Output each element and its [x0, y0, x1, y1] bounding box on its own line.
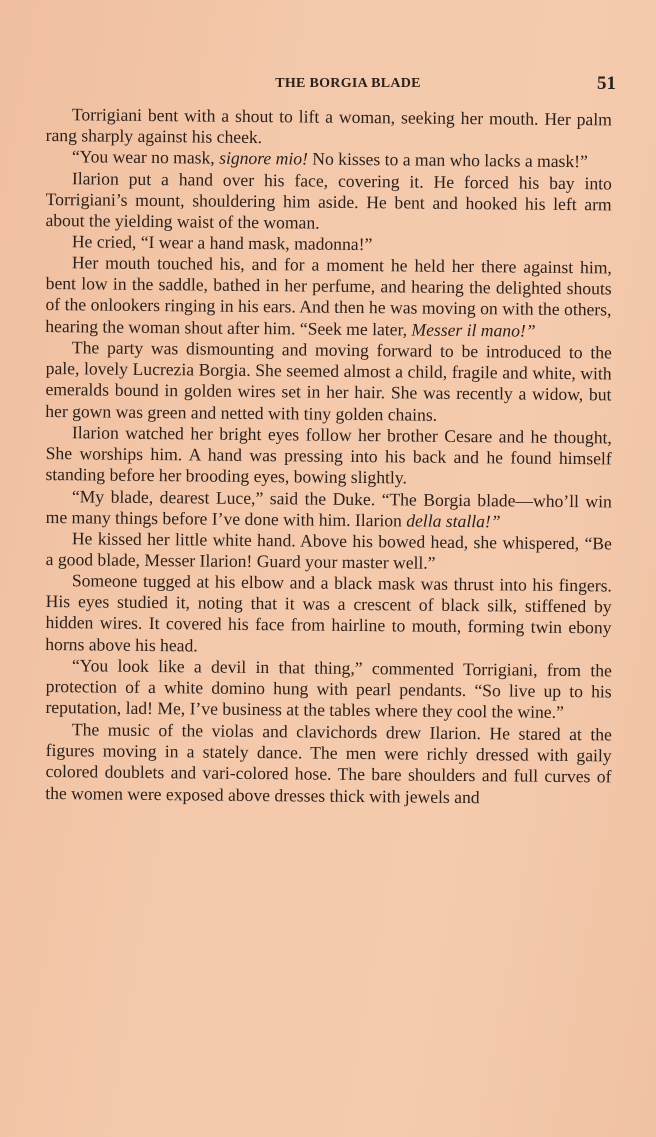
text-run: Ilarion put a hand over his face, covering it. He forced his bay into Torrigiani’s mount, shouldering him aside. He bent and hooked his left arm about the yielding waist of the woman. [45, 167, 612, 233]
paragraph [46, 486, 612, 534]
italic-phrase: signore mio! [219, 148, 309, 169]
text-run: Someone tugged at his elbow and a black mask was thrust into his fingers. His eyes studied it, noting that it was a crescent of black silk, stiffened by hidden wires. It covered his face from hairline to mouth, forming twin ebony horns above his head. [45, 570, 612, 656]
text-run: The music of the violas and clavichords drew Ilarion. He stared at the figures moving in a stately dance. The men were richly dressed with gaily colored doublets and vari-colored hose. The bare shoulders and full curves of the women were exposed above dresses thick with jewels and [45, 719, 612, 807]
text-run: He cried, “I wear a hand mask, madonna!” [71, 231, 373, 255]
text-run: Torrigiani bent with a shout to lift a woman, seeking her mouth. Her palm rang sharply against his cheek. [45, 104, 612, 148]
paragraph [45, 570, 612, 660]
text-run: No kisses to a man who lacks a mask!” [307, 148, 589, 172]
paragraph [46, 528, 612, 576]
paragraph [46, 104, 612, 152]
body-text [45, 104, 612, 807]
text-run: He kissed her little white hand. Above his bowed head, she whispered, “Be a good blade, Messer Ilarion! Guard your master well.” [45, 528, 612, 574]
italic-phrase: della stalla!” [406, 510, 501, 532]
running-title: THE BORGIA BLADE [275, 76, 421, 91]
text-run: The party was dismounting and moving forward to be introduced to the pale, lovely Lucrezia Borgia. She seemed almost a child, fragile and white, with emeralds bound in golden wires set in her hair. She was recently a widow, but her gown was green and netted with tiny golden chains. [45, 337, 612, 425]
text-run: “My blade, dearest Luce,” said the Duke. “The Borgia blade—who’ll win me many things before I’ve done with him. Ilarion [45, 485, 612, 531]
paragraph [45, 655, 612, 724]
paragraph [45, 252, 612, 342]
text-run: “You wear no mask, [71, 146, 220, 169]
paragraph [45, 168, 612, 237]
page-number: 51 [597, 73, 616, 94]
text-run: “You look like a devil in that thing,” commented Torrigiani, from the protection of a white domino hung with pearl pendants. “So live up to his reputation, lad! Me, I’ve business at the tables where they cool the wine.” [45, 655, 612, 723]
paragraph [45, 422, 612, 491]
italic-phrase: Messer il mano!” [411, 319, 536, 341]
text-run: Ilarion watched her bright eyes follow her brother Cesare and he thought, She worships him. A hand was pressing into his back and he found himself standing before her brooding eyes, bowing slightly. [45, 422, 612, 488]
running-head [46, 73, 616, 100]
paragraph [45, 719, 612, 809]
paragraph [45, 337, 612, 427]
text-run: Her mouth touched his, and for a moment he held her there against him, bent low in the saddle, bathed in her perfume, and hearing the delighted shouts of the onlookers ringing in his ears. And then he was moving on with the others, hearing the woman shout after him. “Seek me later, [45, 252, 612, 340]
